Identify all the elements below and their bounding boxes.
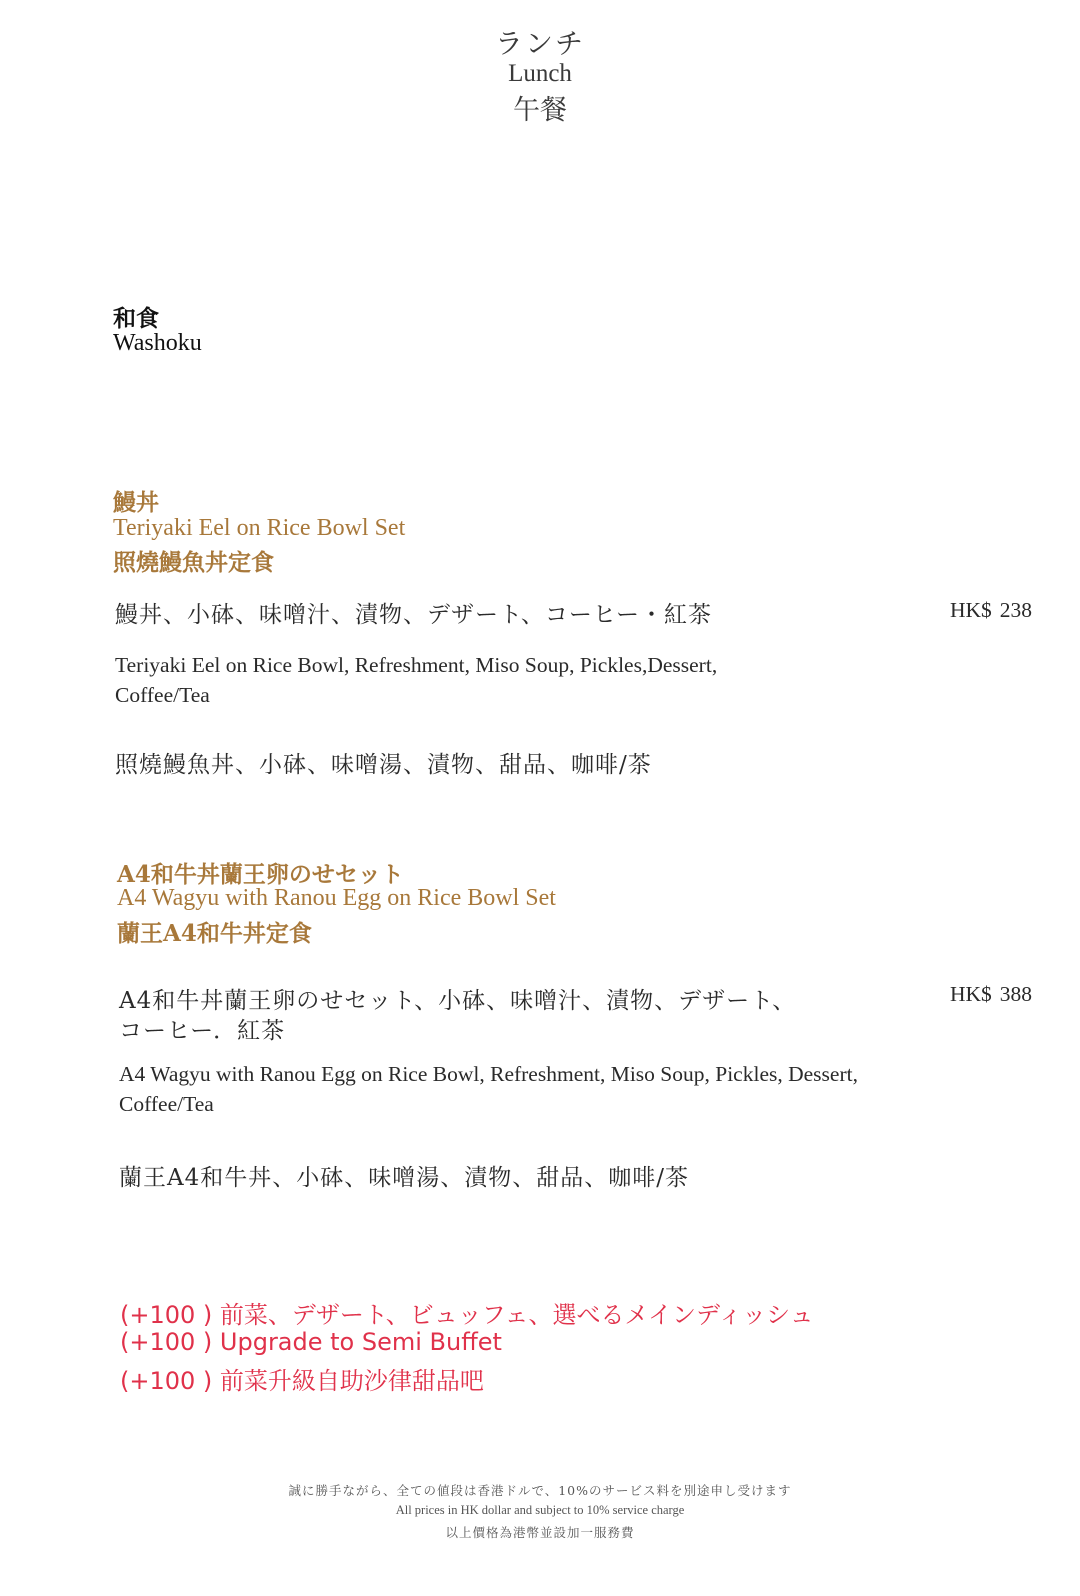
menu-title-zh: 午餐 bbox=[513, 95, 567, 126]
dish-description-en-line2: Coffee/Tea bbox=[115, 683, 210, 707]
menu-title-ja: ランチ bbox=[494, 27, 585, 60]
dish-name-ja: A4和牛丼蘭王卵のせセット bbox=[117, 861, 404, 888]
upgrade-line-ja: (+100 ) 前菜、デザート、ビュッフェ、選べるメインディッシュ bbox=[120, 1301, 814, 1329]
dish-price bbox=[950, 982, 1032, 1007]
menu-title-en: Lunch bbox=[508, 60, 572, 87]
price-currency: HK$ bbox=[949, 598, 992, 622]
upgrade-line-zh: (+100 ) 前菜升級自助沙律甜品吧 bbox=[120, 1367, 484, 1395]
section-title-ja: 和食 bbox=[113, 305, 159, 332]
dish-description-en-line1: A4 Wagyu with Ranou Egg on Rice Bowl, Refreshment, Miso Soup, Pickles, Dessert, bbox=[119, 1062, 858, 1086]
dish-name-zh: 蘭王A4和牛丼定食 bbox=[117, 920, 312, 947]
footer-note-zh: 以上價格為港幣並設加一服務費 bbox=[445, 1525, 635, 1540]
dish-name-en: A4 Wagyu with Ranou Egg on Rice Bowl Set bbox=[117, 885, 556, 911]
price-currency: HK$ bbox=[949, 982, 992, 1006]
dish-name-zh: 照燒鰻魚丼定食 bbox=[113, 549, 274, 576]
dish-description-ja: 鰻丼、小砵、味噌汁、漬物、デザート、コーヒー・紅茶 bbox=[115, 602, 713, 628]
footer-note-en: All prices in HK dollar and subject to 10% service charge bbox=[395, 1503, 685, 1517]
section-title-en: Washoku bbox=[113, 330, 202, 356]
dish-description-en-line1: Teriyaki Eel on Rice Bowl, Refreshment, Miso Soup, Pickles,Dessert, bbox=[115, 653, 718, 677]
dish-price bbox=[950, 598, 1032, 623]
dish-description-ja-line1: A4和牛丼蘭王卵のせセット、小砵、味噌汁、漬物、デザート、 bbox=[119, 988, 797, 1014]
dish-description-zh: 蘭王A4和牛丼、小砵、味噌湯、漬物、甜品、咖啡/茶 bbox=[119, 1165, 689, 1191]
dish-name-en: Teriyaki Eel on Rice Bowl Set bbox=[113, 515, 406, 541]
dish-description-en-line2: Coffee/Tea bbox=[119, 1092, 214, 1116]
dish-name-ja: 鰻丼 bbox=[113, 489, 159, 516]
upgrade-line-en: (+100 ) Upgrade to Semi Buffet bbox=[120, 1328, 502, 1356]
footer-note-ja: 誠に勝手ながら、全ての値段は香港ドルで、10%のサービス料を別途申し受けます bbox=[288, 1483, 792, 1498]
price-value: 238 bbox=[999, 598, 1032, 622]
price-value: 388 bbox=[999, 982, 1032, 1006]
dish-description-zh: 照燒鰻魚丼、小砵、味噌湯、漬物、甜品、咖啡/茶 bbox=[115, 752, 652, 778]
dish-description-ja-line2: コーヒー．紅茶 bbox=[119, 1018, 286, 1044]
